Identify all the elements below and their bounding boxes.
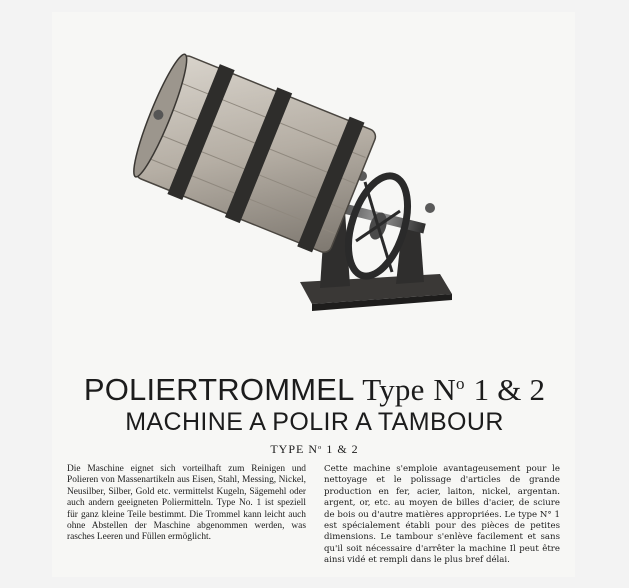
german-description: Die Maschine eignet sich vorteilhaft zum Reinigen und Polieren von Massenartikeln aus Eisen, Stahl, Messing, Nickel, Neusilber, Silber, Gold etc. vermittelst Kugeln, Sägemehl oder auch andern geeigneten Poliermitteln. Type No. 1 ist speziell für ganz kleine Teile bestimmt. Die Trommel kann leicht auch ohne Abstellen der Maschine abgenommen werden, was rasches Leeren und Füllen ermöglicht. (67, 464, 306, 543)
french-description: Cette machine s'emploie avantageusement pour le nettoyage et le polissage d'articles de grande production en fer, acier, laiton, nickel, argentan. argent, or, etc. au moyen de billes d'acier, de sciure de bois ou d'autre matières appropriées. Le type N° 1 est spécialement établi pour des pièces de petites dimensions. Le tambour s'enlève facilement et sans qu'il soit nécessaire d'arrêter la machine Il peut être ainsi vidé et rempli dans le plus bref délai. (324, 464, 560, 566)
type-subtitle: TYPE $N^o$ 1 & 2 (270, 442, 359, 456)
title-german: POLIERTROMMEL Type $N^o$ 1 & 2 (83, 372, 546, 407)
title-french: MACHINE A POLIR A TAMBOUR (125, 408, 504, 436)
polishing-drum-illustration (130, 36, 460, 326)
